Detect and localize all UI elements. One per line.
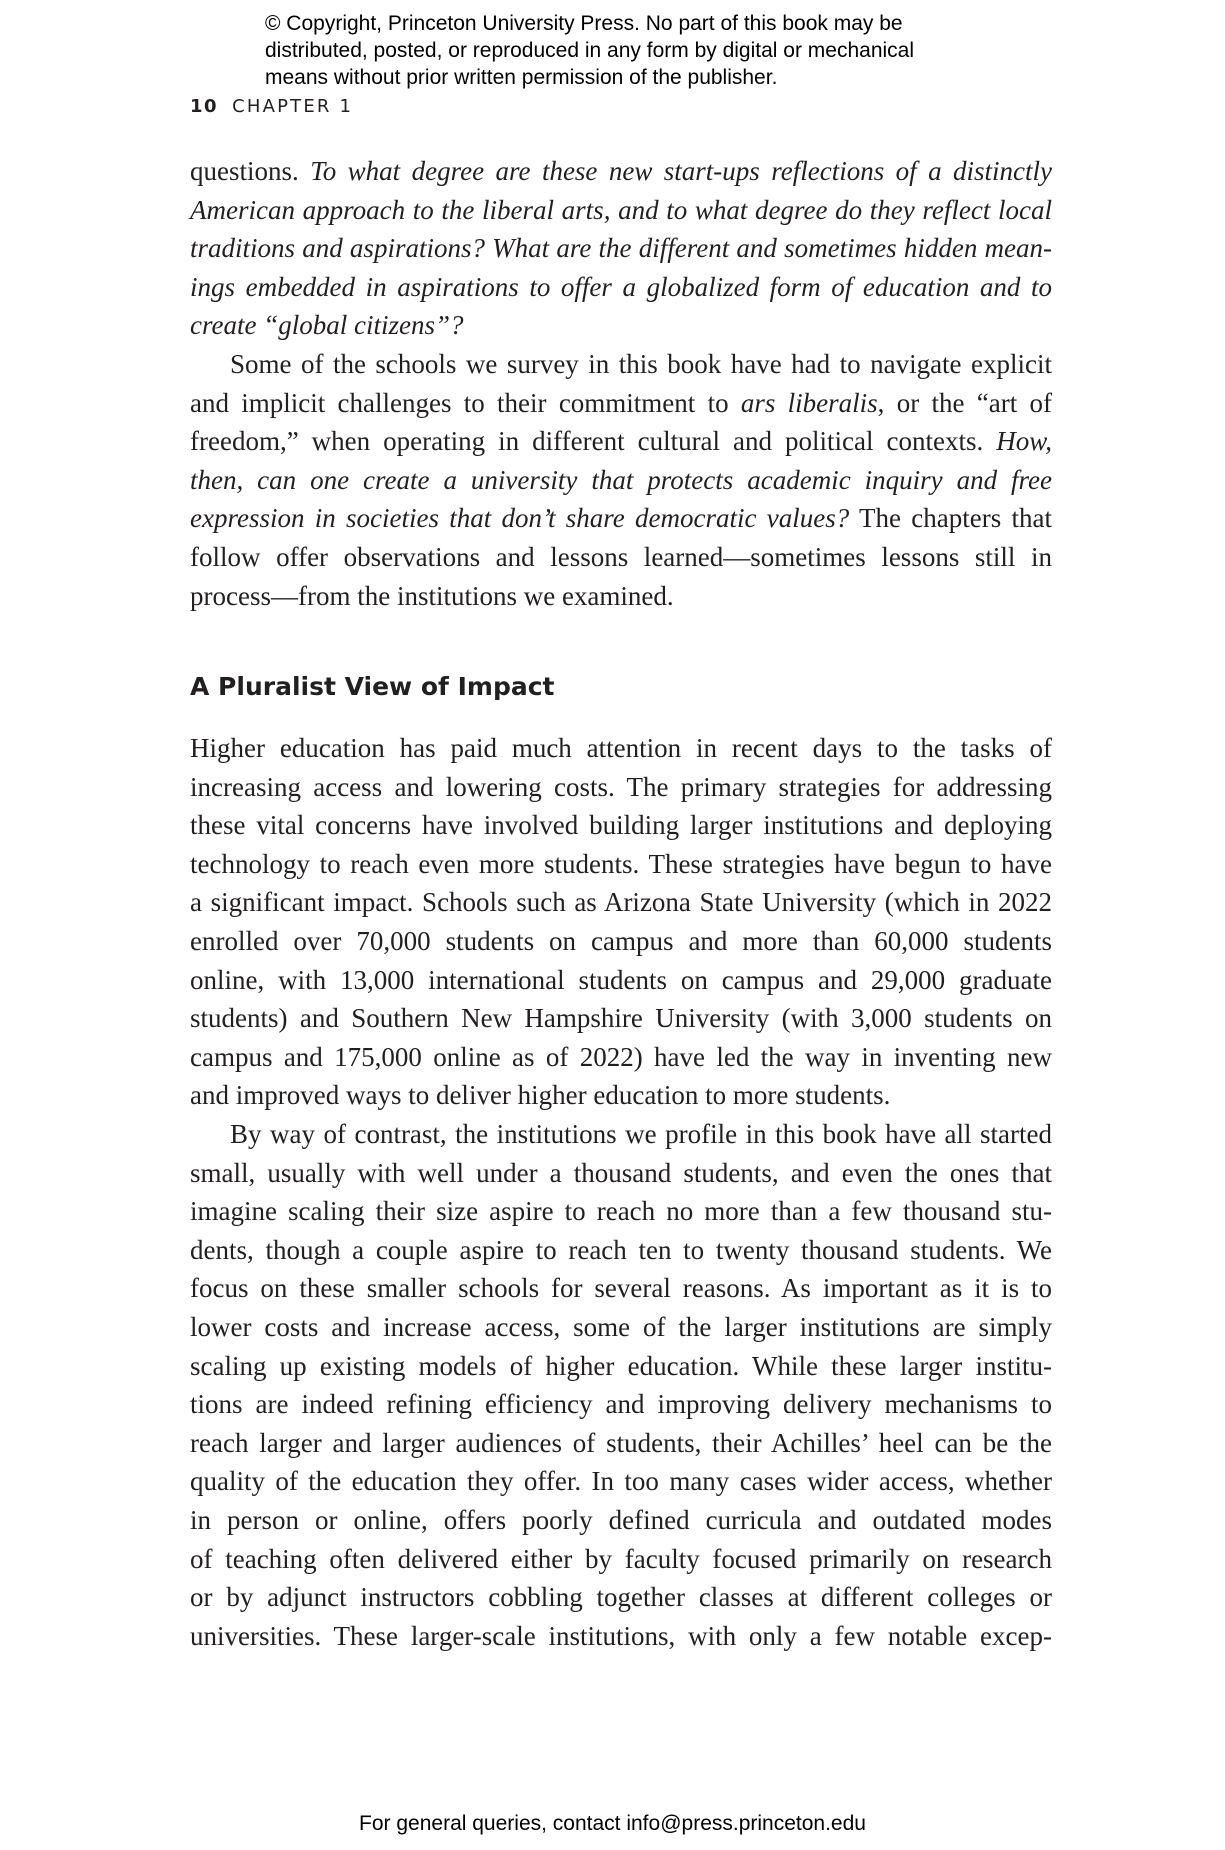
text-line: American approach to the liberal arts, and to what degree do they reflect local xyxy=(190,194,1052,225)
text-line: technology to reach even more students. These strategies have begun to have xyxy=(190,848,1052,879)
text-run: and implicit challenges to their commitment to xyxy=(190,387,741,418)
running-head xyxy=(190,96,353,117)
copyright-notice xyxy=(265,10,1025,91)
paragraph xyxy=(190,1115,1052,1655)
italic-text-run: expression in societies that don’t share democratic values? xyxy=(190,503,850,534)
text-line: lower costs and increase access, some of the larger institutions are simply xyxy=(190,1311,1052,1342)
italic-text-run: How, xyxy=(996,426,1052,457)
text-line: enrolled over 70,000 students on campus and more than 60,000 students xyxy=(190,925,1052,956)
copyright-line: means without prior written permission of the publisher. xyxy=(265,66,778,89)
text-line: Some of the schools we survey in this book have had to navigate explicit xyxy=(230,349,1052,379)
text-line xyxy=(190,384,1052,423)
text-line xyxy=(190,152,1052,191)
text-line: dents, though a couple aspire to reach ten to twenty thousand students. We xyxy=(190,1234,1052,1265)
text-line: follow offer observations and lessons learned—sometimes lessons still in xyxy=(190,541,1052,572)
text-line: tions are indeed refining efficiency and improving delivery mechanisms to xyxy=(190,1389,1052,1420)
text-line: scaling up existing models of higher education. While these larger institu- xyxy=(190,1350,1052,1381)
footer-contact: For general queries, contact info@press.princeton.edu xyxy=(359,1812,866,1835)
paragraph xyxy=(190,729,1052,1115)
text-run: freedom,” when operating in different cultural and political contexts. xyxy=(190,426,997,457)
copyright-line: © Copyright, Princeton University Press. No part of this book may be xyxy=(265,12,903,35)
chapter-label: CHAPTER 1 xyxy=(232,96,354,117)
paragraph xyxy=(190,152,1052,345)
text-line: By way of contrast, the institutions we profile in this book have all started xyxy=(230,1119,1052,1149)
text-line: quality of the education they offer. In too many cases wider access, whether xyxy=(190,1466,1052,1497)
text-line: then, can one create a university that protects academic inquiry and free xyxy=(190,464,1052,495)
text-line: online, with 13,000 international students on campus and 29,000 graduate xyxy=(190,964,1052,995)
copyright-line: distributed, posted, or reproduced in any form by digital or mechanical xyxy=(265,39,915,62)
text-run: questions. xyxy=(190,156,311,186)
page-number: 10 xyxy=(190,96,219,117)
text-run: The chapters that xyxy=(849,503,1052,534)
italic-text-run: ars liberalis xyxy=(740,387,878,418)
text-line: imagine scaling their size aspire to reach no more than a few thousand stu- xyxy=(190,1196,1052,1227)
text-line: increasing access and lowering costs. The primary strategies for addressing xyxy=(190,771,1052,802)
text-line: in person or online, offers poorly defined curricula and outdated modes xyxy=(190,1504,1052,1535)
text-line: focus on these smaller schools for several reasons. As important as it is to xyxy=(190,1273,1052,1304)
text-line xyxy=(190,499,1052,538)
text-run: , or the “art of xyxy=(877,387,1052,418)
text-line: a significant impact. Schools such as Arizona State University (which in 2022 xyxy=(190,887,1052,918)
text-line: create “global citizens”? xyxy=(190,310,464,341)
text-line: universities. These larger-scale institutions, with only a few notable excep- xyxy=(190,1620,1052,1651)
text-line: small, usually with well under a thousand students, and even the ones that xyxy=(190,1157,1052,1188)
paragraph xyxy=(190,345,1052,615)
text-line: traditions and aspirations? What are the different and sometimes hidden mean- xyxy=(190,233,1052,264)
text-line xyxy=(190,422,1052,461)
text-line: students) and Southern New Hampshire University (with 3,000 students on xyxy=(190,1003,1052,1034)
text-line: Higher education has paid much attention in recent days to the tasks of xyxy=(190,733,1052,763)
section-heading: A Pluralist View of Impact xyxy=(190,672,555,701)
text-line: these vital concerns have involved building larger institutions and deploying xyxy=(190,810,1052,841)
italic-text-run: To what degree are these new start-ups reflections of a distinctly xyxy=(310,156,1052,186)
text-line: of teaching often delivered either by faculty focused primarily on research xyxy=(190,1543,1052,1574)
text-line: ings embedded in aspirations to offer a globalized form of education and to xyxy=(190,271,1052,302)
text-line: and improved ways to deliver higher education to more students. xyxy=(190,1080,891,1111)
text-line: process—from the institutions we examined. xyxy=(190,580,674,611)
text-line: reach larger and larger audiences of students, their Achilles’ heel can be the xyxy=(190,1427,1052,1458)
text-line: or by adjunct instructors cobbling together classes at different colleges or xyxy=(190,1582,1052,1613)
text-line: campus and 175,000 online as of 2022) have led the way in inventing new xyxy=(190,1041,1052,1072)
